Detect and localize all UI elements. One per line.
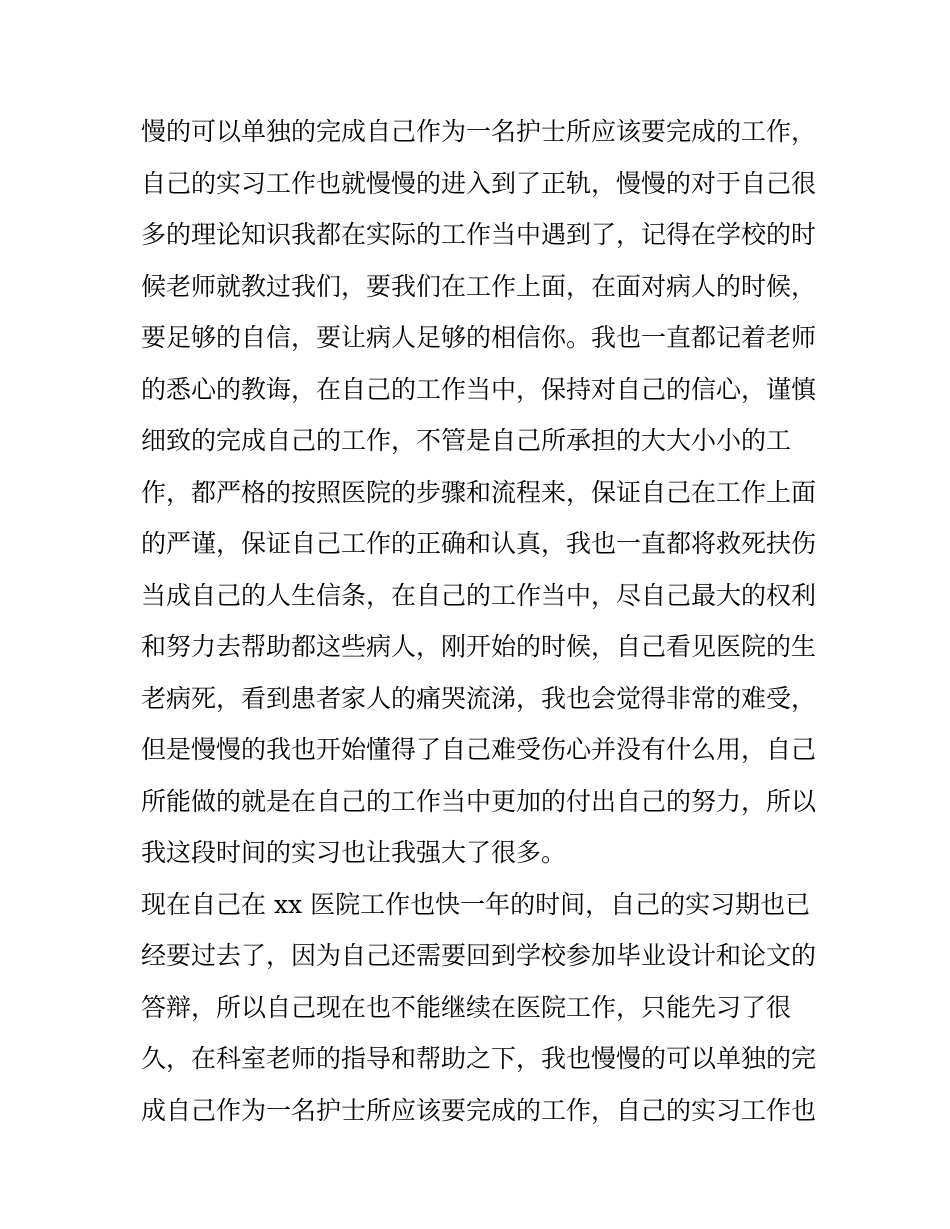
text-line: 自己的实习工作也就慢慢的进入到了正轨，慢慢的对于自己很 [141, 168, 817, 198]
text-line: 我这段时间的实习也让我强大了很多。 [141, 838, 567, 867]
body-text [141, 106, 821, 1136]
text-line: 的悉心的教诲，在自己的工作当中，保持对自己的信心，谨慎 [141, 374, 817, 404]
text-line: 答辩，所以自己现在也不能继续在医院工作，只能先习了很 [141, 992, 792, 1022]
text-line: 现在自己在 xx 医院工作也快一年的时间，自己的实习期也已 [141, 889, 811, 919]
text-line: 但是慢慢的我也开始懂得了自己难受伤心并没有什么用，自己 [141, 735, 817, 764]
text-line: 细致的完成自己的工作，不管是自己所承担的大大小小的工 [141, 426, 792, 455]
text-line: 所能做的就是在自己的工作当中更加的付出自己的努力，所以 [141, 786, 817, 816]
text-line: 成自己作为一名护士所应该要完成的工作，自己的实习工作也 [141, 1095, 817, 1125]
text-line: 慢的可以单独的完成自己作为一名护士所应该要完成的工作， [141, 117, 817, 146]
text-line: 的严谨，保证自己工作的正确和认真，我也一直都将救死扶伤 [141, 529, 817, 558]
text-line: 作，都严格的按照医院的步骤和流程来，保证自己在工作上面 [141, 477, 817, 507]
text-line: 候老师就教过我们，要我们在工作上面，在面对病人的时候， [141, 271, 817, 301]
text-line: 和努力去帮助都这些病人，刚开始的时候，自己看见医院的生 [141, 632, 817, 661]
text-line: 老病死，看到患者家人的痛哭流涕，我也会觉得非常的难受， [141, 683, 817, 713]
text-line: 当成自己的人生信条，在自己的工作当中，尽自己最大的权利 [141, 580, 817, 610]
text-line: 久，在科室老师的指导和帮助之下，我也慢慢的可以单独的完 [141, 1044, 817, 1073]
text-line: 多的理论知识我都在实际的工作当中遇到了，记得在学校的时 [141, 220, 817, 249]
text-line: 要足够的自信，要让病人足够的相信你。我也一直都记着老师 [141, 323, 817, 352]
text-line: 经要过去了，因为自己还需要回到学校参加毕业设计和论文的 [141, 941, 817, 970]
